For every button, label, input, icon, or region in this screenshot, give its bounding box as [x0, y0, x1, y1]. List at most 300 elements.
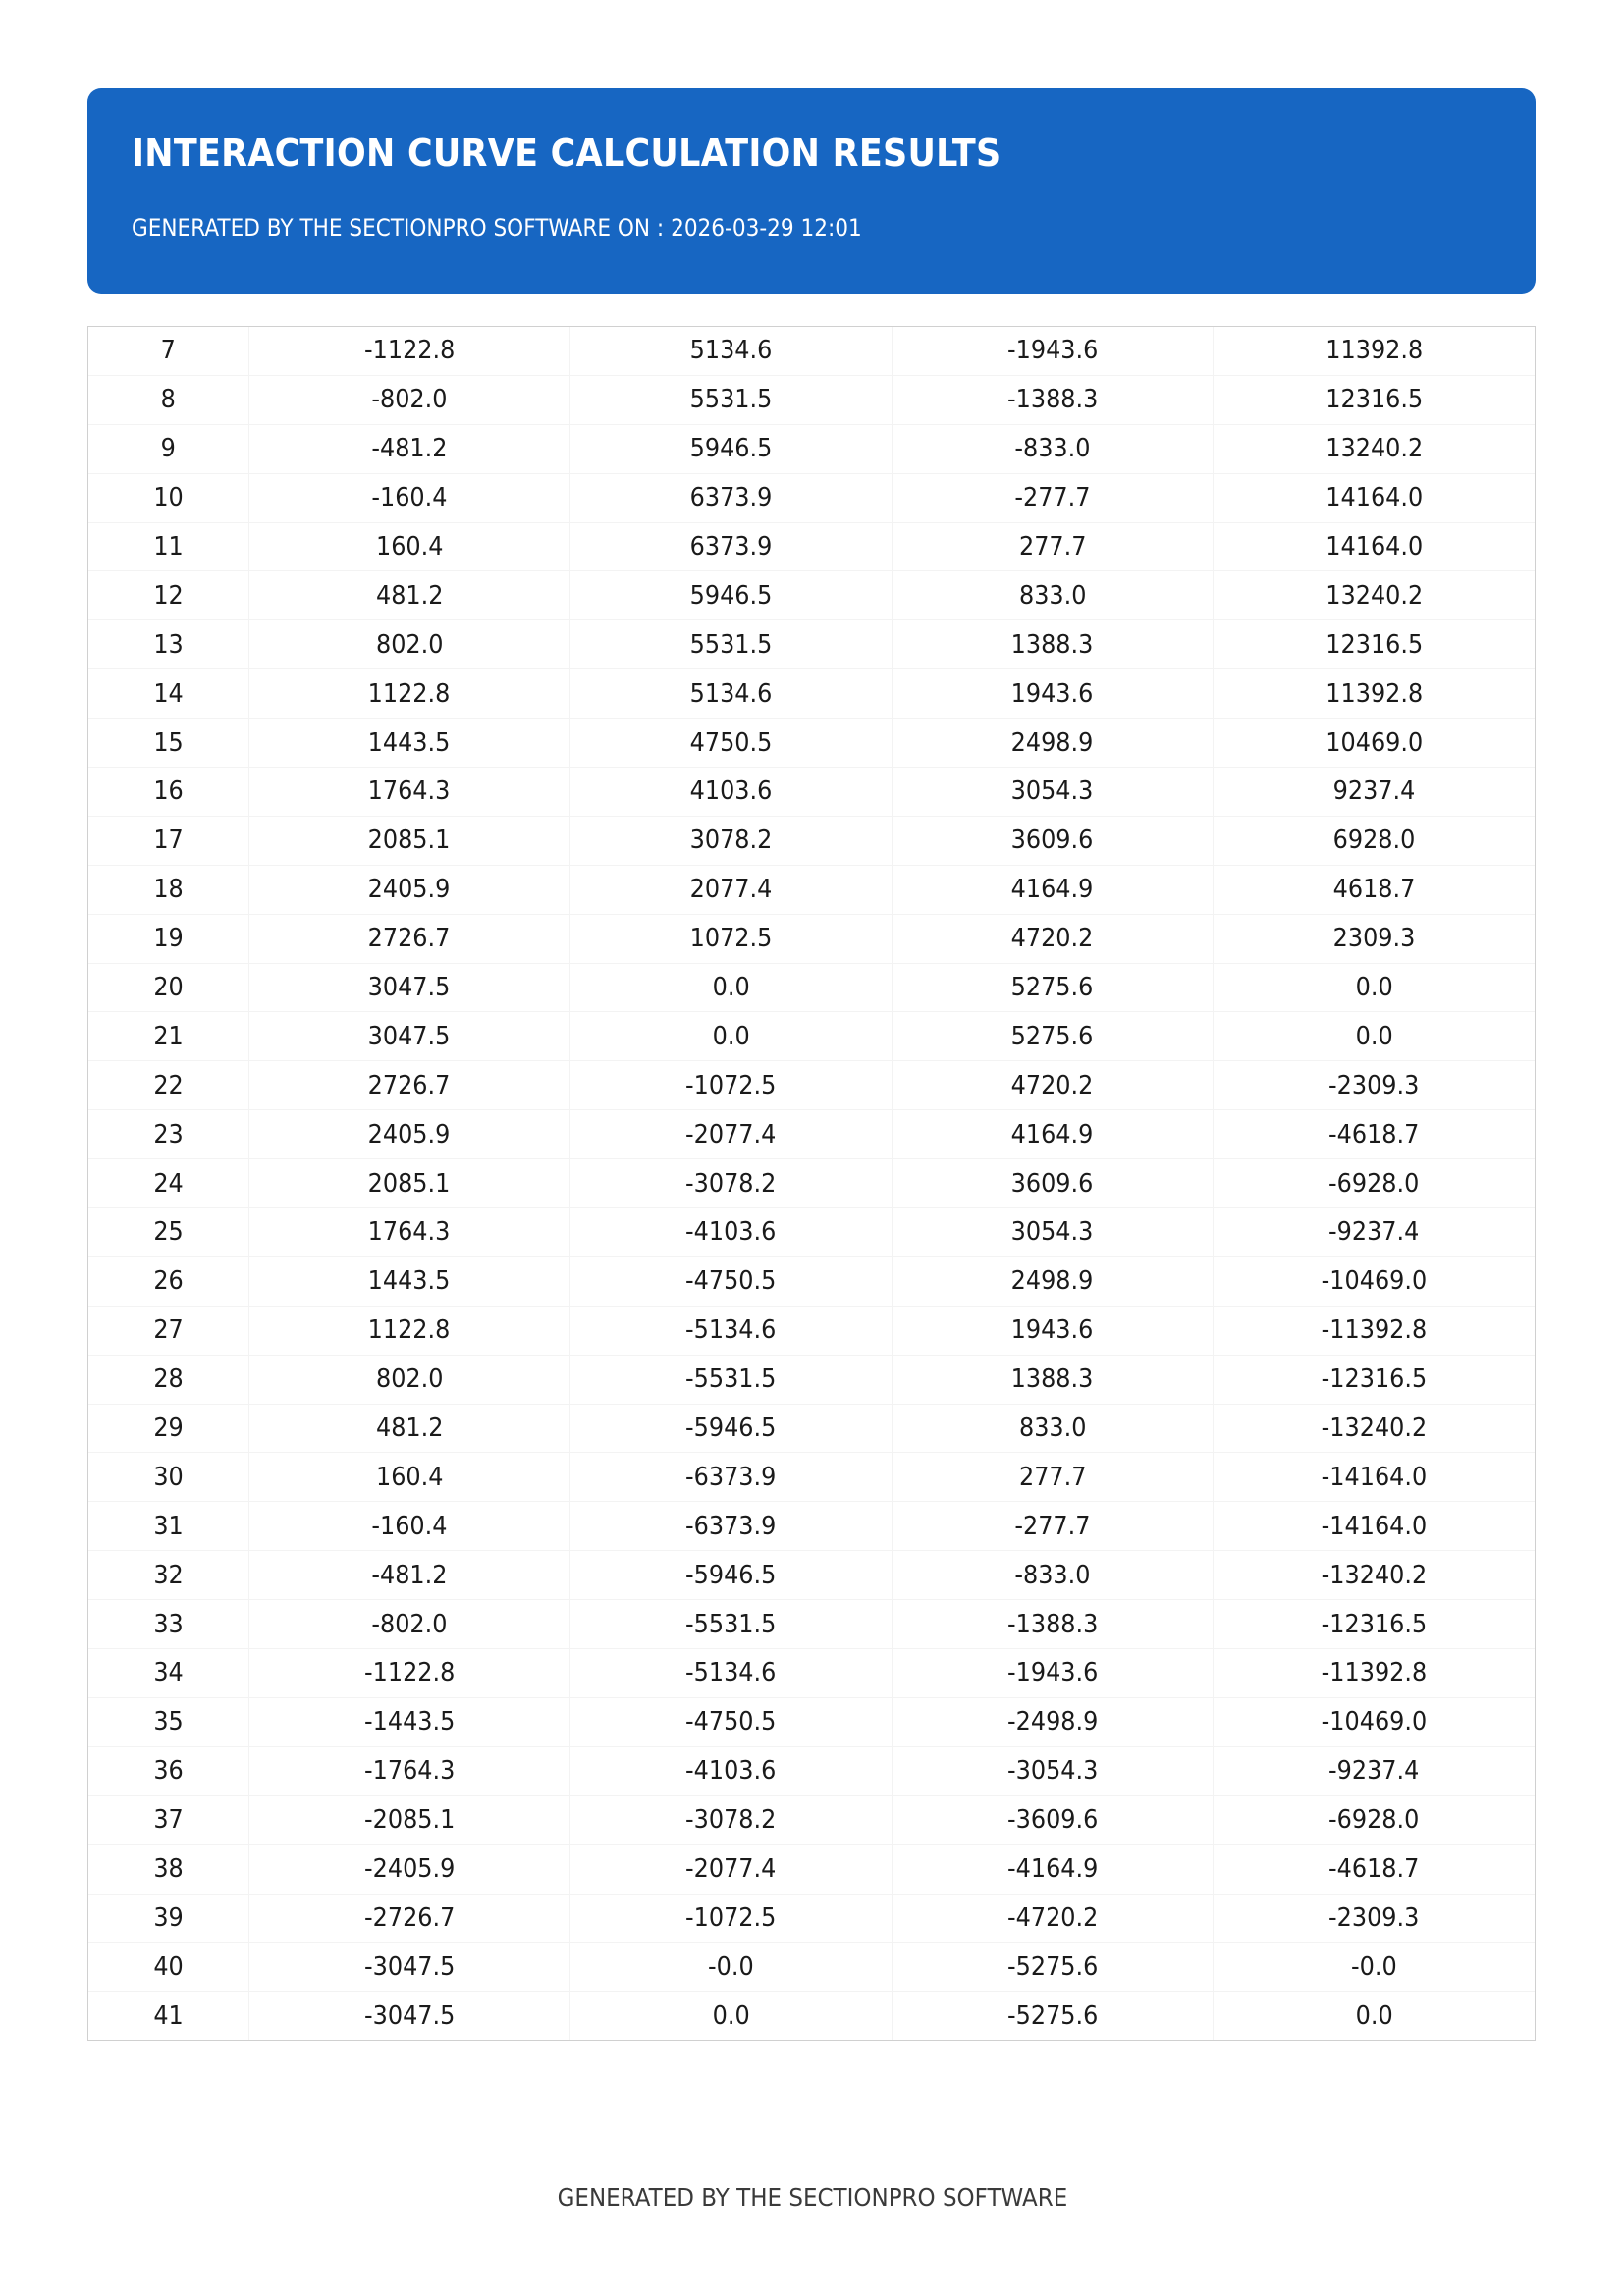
cell-text: -2405.9 [363, 1854, 455, 1885]
cell-text: -5531.5 [685, 1364, 777, 1395]
table-row [88, 1355, 1535, 1404]
cell-text: 1943.6 [1010, 678, 1094, 709]
value-cell [248, 1355, 570, 1404]
footer-text: GENERATED BY THE SECTIONPRO SOFTWARE [557, 2183, 1067, 2212]
cell-text: 4164.9 [1010, 875, 1094, 905]
value-cell [248, 816, 570, 865]
cell-text: -0.0 [707, 1951, 754, 1982]
table-row [88, 1110, 1535, 1159]
value-cell [892, 375, 1214, 424]
cell-text: 1443.5 [367, 1266, 451, 1297]
table-row [88, 1649, 1535, 1698]
row-index-cell [88, 768, 248, 817]
value-cell [1214, 1306, 1536, 1355]
value-cell [570, 1992, 893, 2040]
cell-text: -12316.5 [1321, 1364, 1428, 1395]
cell-text: -2077.4 [685, 1854, 777, 1885]
cell-text: 33 [153, 1609, 184, 1639]
table-row [88, 669, 1535, 719]
cell-text: -3078.2 [685, 1168, 777, 1199]
cell-text: 1072.5 [689, 924, 773, 954]
value-cell [892, 1697, 1214, 1746]
value-cell [570, 1894, 893, 1943]
cell-text: -2726.7 [363, 1902, 455, 1933]
cell-text: 18 [153, 875, 184, 905]
cell-text: 802.0 [375, 1364, 443, 1395]
value-cell [892, 620, 1214, 669]
cell-text: -9237.4 [1328, 1217, 1420, 1248]
value-cell [1214, 1159, 1536, 1208]
table-row [88, 963, 1535, 1012]
row-index-cell [88, 1208, 248, 1257]
cell-text: 14164.0 [1326, 532, 1423, 561]
cell-text: 2077.4 [689, 875, 773, 905]
value-cell [570, 1061, 893, 1110]
cell-text: 5946.5 [689, 580, 773, 611]
row-index-cell [88, 914, 248, 963]
value-cell [1214, 620, 1536, 669]
cell-text: -3047.5 [363, 1951, 455, 1982]
value-cell [1214, 816, 1536, 865]
table-row [88, 1943, 1535, 1992]
cell-text: -1388.3 [1006, 385, 1098, 415]
cell-text: -3047.5 [363, 2001, 455, 2031]
cell-text: -1122.8 [363, 1658, 455, 1688]
cell-text: 277.7 [1018, 1462, 1086, 1492]
cell-text: -5275.6 [1006, 1951, 1098, 1982]
value-cell [570, 1795, 893, 1844]
cell-text: 5531.5 [689, 385, 773, 415]
cell-text: 3047.5 [367, 973, 451, 1003]
value-cell [570, 963, 893, 1012]
value-cell [892, 1208, 1214, 1257]
cell-text: 3054.3 [1010, 1217, 1094, 1248]
table-row [88, 620, 1535, 669]
value-cell [1214, 1110, 1536, 1159]
row-index-cell [88, 719, 248, 768]
cell-text: -160.4 [371, 1511, 448, 1541]
cell-text: -5134.6 [685, 1658, 777, 1688]
row-index-cell [88, 1404, 248, 1453]
row-index-cell [88, 327, 248, 375]
value-cell [892, 571, 1214, 620]
value-cell [1214, 1844, 1536, 1894]
cell-text: -14164.0 [1321, 1462, 1428, 1492]
value-cell [248, 1256, 570, 1306]
value-cell [570, 1110, 893, 1159]
cell-text: -481.2 [371, 1560, 448, 1590]
value-cell [1214, 473, 1536, 522]
value-cell [248, 1992, 570, 2040]
table-row [88, 914, 1535, 963]
cell-text: -2085.1 [363, 1805, 455, 1836]
cell-text: -1388.3 [1006, 1609, 1098, 1639]
value-cell [570, 1746, 893, 1795]
value-cell [892, 1943, 1214, 1992]
cell-text: -277.7 [1014, 483, 1091, 513]
cell-text: 4103.6 [689, 776, 773, 807]
cell-text: 2726.7 [367, 1070, 451, 1100]
table-row [88, 1551, 1535, 1600]
table-row [88, 768, 1535, 817]
cell-text: 2498.9 [1010, 727, 1094, 758]
value-cell [892, 1306, 1214, 1355]
row-index-cell [88, 1551, 248, 1600]
cell-text: 12 [153, 580, 184, 611]
row-index-cell [88, 1894, 248, 1943]
row-index-cell [88, 1306, 248, 1355]
value-cell [570, 1697, 893, 1746]
cell-text: -6373.9 [685, 1462, 777, 1492]
cell-text: -3078.2 [685, 1805, 777, 1836]
cell-text: 35 [153, 1707, 184, 1737]
value-cell [1214, 1061, 1536, 1110]
row-index-cell [88, 865, 248, 914]
cell-text: 833.0 [1018, 580, 1086, 611]
value-cell [248, 473, 570, 522]
cell-text: 1388.3 [1010, 629, 1094, 660]
row-index-cell [88, 963, 248, 1012]
value-cell [892, 1355, 1214, 1404]
value-cell [248, 1795, 570, 1844]
value-cell [892, 719, 1214, 768]
value-cell [248, 522, 570, 571]
value-cell [1214, 1943, 1536, 1992]
cell-text: 15 [153, 727, 184, 758]
value-cell [248, 1502, 570, 1551]
cell-text: 1122.8 [367, 1315, 451, 1346]
cell-text: 3047.5 [367, 1021, 451, 1051]
cell-text: -13240.2 [1321, 1414, 1428, 1444]
cell-text: 1764.3 [367, 1217, 451, 1248]
value-cell [1214, 1404, 1536, 1453]
cell-text: 0.0 [712, 1021, 750, 1051]
table-row [88, 1159, 1535, 1208]
value-cell [1214, 1256, 1536, 1306]
value-cell [892, 1844, 1214, 1894]
value-cell [892, 522, 1214, 571]
value-cell [1214, 522, 1536, 571]
table-row [88, 1600, 1535, 1649]
cell-text: 5275.6 [1010, 1021, 1094, 1051]
cell-text: 1943.6 [1010, 1315, 1094, 1346]
report-title: INTERACTION CURVE CALCULATION RESULTS [132, 132, 1001, 175]
row-index-cell [88, 1649, 248, 1698]
cell-text: 4720.2 [1010, 924, 1094, 954]
cell-text: -6928.0 [1328, 1805, 1420, 1836]
row-index-cell [88, 1012, 248, 1061]
row-index-cell [88, 669, 248, 719]
value-cell [1214, 1746, 1536, 1795]
value-cell [892, 1600, 1214, 1649]
value-cell [570, 1551, 893, 1600]
value-cell [570, 816, 893, 865]
cell-text: 9237.4 [1332, 776, 1416, 807]
cell-text: -11392.8 [1321, 1315, 1428, 1346]
value-cell [892, 1159, 1214, 1208]
cell-text: 6928.0 [1332, 826, 1416, 856]
cell-text: 8 [160, 385, 176, 415]
value-cell [248, 719, 570, 768]
value-cell [892, 1061, 1214, 1110]
value-cell [1214, 327, 1536, 375]
value-cell [892, 1404, 1214, 1453]
value-cell [248, 1600, 570, 1649]
cell-text: 2726.7 [367, 924, 451, 954]
value-cell [1214, 1894, 1536, 1943]
cell-text: 0.0 [712, 2001, 750, 2031]
table-row [88, 375, 1535, 424]
cell-text: 11392.8 [1326, 336, 1423, 366]
cell-text: -4618.7 [1328, 1854, 1420, 1885]
value-cell [248, 1110, 570, 1159]
value-cell [1214, 1208, 1536, 1257]
value-cell [248, 1697, 570, 1746]
value-cell [248, 1061, 570, 1110]
cell-text: 41 [153, 2001, 184, 2031]
cell-text: 12316.5 [1326, 385, 1423, 415]
table-row [88, 1208, 1535, 1257]
cell-text: -4750.5 [685, 1266, 777, 1297]
cell-text: 2498.9 [1010, 1266, 1094, 1297]
value-cell [892, 1110, 1214, 1159]
value-cell [892, 473, 1214, 522]
value-cell [570, 1649, 893, 1698]
cell-text: -3609.6 [1006, 1805, 1098, 1836]
row-index-cell [88, 1256, 248, 1306]
cell-text: 2405.9 [367, 1119, 451, 1149]
value-cell [1214, 914, 1536, 963]
value-cell [1214, 963, 1536, 1012]
cell-text: -1072.5 [685, 1070, 777, 1100]
cell-text: -5134.6 [685, 1315, 777, 1346]
value-cell [570, 1844, 893, 1894]
cell-text: 26 [153, 1266, 184, 1297]
table-row [88, 327, 1535, 375]
cell-text: 14164.0 [1326, 483, 1423, 513]
cell-text: 0.0 [1355, 2001, 1393, 2031]
cell-text: -12316.5 [1321, 1609, 1428, 1639]
value-cell [892, 424, 1214, 473]
row-index-cell [88, 1110, 248, 1159]
cell-text: 277.7 [1018, 532, 1086, 561]
cell-text: 17 [153, 826, 184, 856]
value-cell [570, 1306, 893, 1355]
row-index-cell [88, 1159, 248, 1208]
value-cell [570, 522, 893, 571]
cell-text: 10469.0 [1326, 727, 1423, 758]
cell-text: 14 [153, 678, 184, 709]
value-cell [892, 1551, 1214, 1600]
value-cell [892, 963, 1214, 1012]
cell-text: -5946.5 [685, 1560, 777, 1590]
cell-text: -1072.5 [685, 1902, 777, 1933]
cell-text: 1388.3 [1010, 1364, 1094, 1395]
value-cell [248, 1453, 570, 1502]
value-cell [1214, 1355, 1536, 1404]
cell-text: -4103.6 [685, 1217, 777, 1248]
cell-text: 5134.6 [689, 678, 773, 709]
cell-text: -4103.6 [685, 1756, 777, 1787]
value-cell [892, 1746, 1214, 1795]
cell-text: 11 [153, 532, 184, 561]
cell-text: 16 [153, 776, 184, 807]
value-cell [892, 669, 1214, 719]
cell-text: 3078.2 [689, 826, 773, 856]
cell-text: 3054.3 [1010, 776, 1094, 807]
value-cell [570, 669, 893, 719]
cell-text: -4164.9 [1006, 1854, 1098, 1885]
row-index-cell [88, 1795, 248, 1844]
cell-text: 6373.9 [689, 532, 773, 561]
cell-text: 4618.7 [1332, 875, 1416, 905]
cell-text: 802.0 [375, 629, 443, 660]
results-table-body [88, 327, 1535, 2040]
cell-text: 32 [153, 1560, 184, 1590]
value-cell [1214, 1795, 1536, 1844]
value-cell [570, 914, 893, 963]
cell-text: 7 [160, 336, 176, 366]
value-cell [248, 1208, 570, 1257]
cell-text: 1122.8 [367, 678, 451, 709]
cell-text: -0.0 [1351, 1951, 1397, 1982]
cell-text: 1443.5 [367, 727, 451, 758]
value-cell [248, 1894, 570, 1943]
cell-text: 29 [153, 1414, 184, 1444]
cell-text: -5531.5 [685, 1609, 777, 1639]
table-row [88, 865, 1535, 914]
cell-text: 5946.5 [689, 434, 773, 464]
value-cell [248, 375, 570, 424]
cell-text: -11392.8 [1321, 1658, 1428, 1688]
report-header [87, 88, 1536, 294]
cell-text: -833.0 [1014, 1560, 1091, 1590]
cell-text: -13240.2 [1321, 1560, 1428, 1590]
value-cell [892, 865, 1214, 914]
cell-text: -10469.0 [1321, 1266, 1428, 1297]
value-cell [570, 1159, 893, 1208]
value-cell [1214, 571, 1536, 620]
cell-text: 2405.9 [367, 875, 451, 905]
results-table [88, 327, 1535, 2040]
value-cell [892, 1502, 1214, 1551]
cell-text: 0.0 [712, 973, 750, 1003]
report-subtitle: GENERATED BY THE SECTIONPRO SOFTWARE ON : 2026-03-29 12:01 [132, 214, 862, 241]
table-row [88, 522, 1535, 571]
row-index-cell [88, 1502, 248, 1551]
value-cell [892, 768, 1214, 817]
table-row [88, 1992, 1535, 2040]
results-table-container [87, 326, 1536, 2041]
row-index-cell [88, 1697, 248, 1746]
row-index-cell [88, 1600, 248, 1649]
value-cell [570, 375, 893, 424]
table-row [88, 1795, 1535, 1844]
row-index-cell [88, 1992, 248, 2040]
value-cell [570, 1355, 893, 1404]
row-index-cell [88, 571, 248, 620]
cell-text: 37 [153, 1805, 184, 1836]
cell-text: 1764.3 [367, 776, 451, 807]
cell-text: 2085.1 [367, 1168, 451, 1199]
cell-text: -2498.9 [1006, 1707, 1098, 1737]
row-index-cell [88, 620, 248, 669]
value-cell [1214, 1551, 1536, 1600]
cell-text: 34 [153, 1658, 184, 1688]
value-cell [570, 1208, 893, 1257]
value-cell [1214, 1649, 1536, 1698]
value-cell [1214, 669, 1536, 719]
cell-text: 13 [153, 629, 184, 660]
value-cell [892, 1453, 1214, 1502]
value-cell [892, 1992, 1214, 2040]
value-cell [248, 865, 570, 914]
cell-text: 0.0 [1355, 973, 1393, 1003]
cell-text: -9237.4 [1328, 1756, 1420, 1787]
value-cell [1214, 424, 1536, 473]
cell-text: 39 [153, 1902, 184, 1933]
value-cell [570, 424, 893, 473]
row-index-cell [88, 473, 248, 522]
value-cell [1214, 768, 1536, 817]
cell-text: 28 [153, 1364, 184, 1395]
table-row [88, 1894, 1535, 1943]
cell-text: 20 [153, 973, 184, 1003]
cell-text: 5134.6 [689, 336, 773, 366]
value-cell [892, 1012, 1214, 1061]
value-cell [248, 571, 570, 620]
value-cell [892, 816, 1214, 865]
value-cell [248, 1306, 570, 1355]
value-cell [1214, 865, 1536, 914]
cell-text: -10469.0 [1321, 1707, 1428, 1737]
table-row [88, 1502, 1535, 1551]
table-row [88, 1453, 1535, 1502]
value-cell [892, 1649, 1214, 1698]
value-cell [892, 1256, 1214, 1306]
cell-text: -1943.6 [1006, 1658, 1098, 1688]
value-cell [248, 1746, 570, 1795]
cell-text: 4750.5 [689, 727, 773, 758]
value-cell [892, 327, 1214, 375]
cell-text: 2309.3 [1332, 924, 1416, 954]
cell-text: 24 [153, 1168, 184, 1199]
page-footer [0, 2183, 1624, 2212]
cell-text: -1122.8 [363, 336, 455, 366]
cell-text: 13240.2 [1326, 580, 1423, 611]
cell-text: 160.4 [375, 1462, 443, 1492]
row-index-cell [88, 816, 248, 865]
value-cell [248, 1844, 570, 1894]
cell-text: -2077.4 [685, 1119, 777, 1149]
value-cell [892, 1795, 1214, 1844]
cell-text: -5275.6 [1006, 2001, 1098, 2031]
cell-text: 10 [153, 483, 184, 513]
cell-text: -1764.3 [363, 1756, 455, 1787]
value-cell [248, 768, 570, 817]
row-index-cell [88, 1844, 248, 1894]
cell-text: -1943.6 [1006, 336, 1098, 366]
value-cell [1214, 1992, 1536, 2040]
cell-text: -802.0 [371, 1609, 448, 1639]
table-row [88, 816, 1535, 865]
value-cell [892, 914, 1214, 963]
value-cell [248, 1404, 570, 1453]
cell-text: 481.2 [375, 1414, 443, 1444]
cell-text: 25 [153, 1217, 184, 1248]
cell-text: 12316.5 [1326, 629, 1423, 660]
cell-text: 3609.6 [1010, 1168, 1094, 1199]
